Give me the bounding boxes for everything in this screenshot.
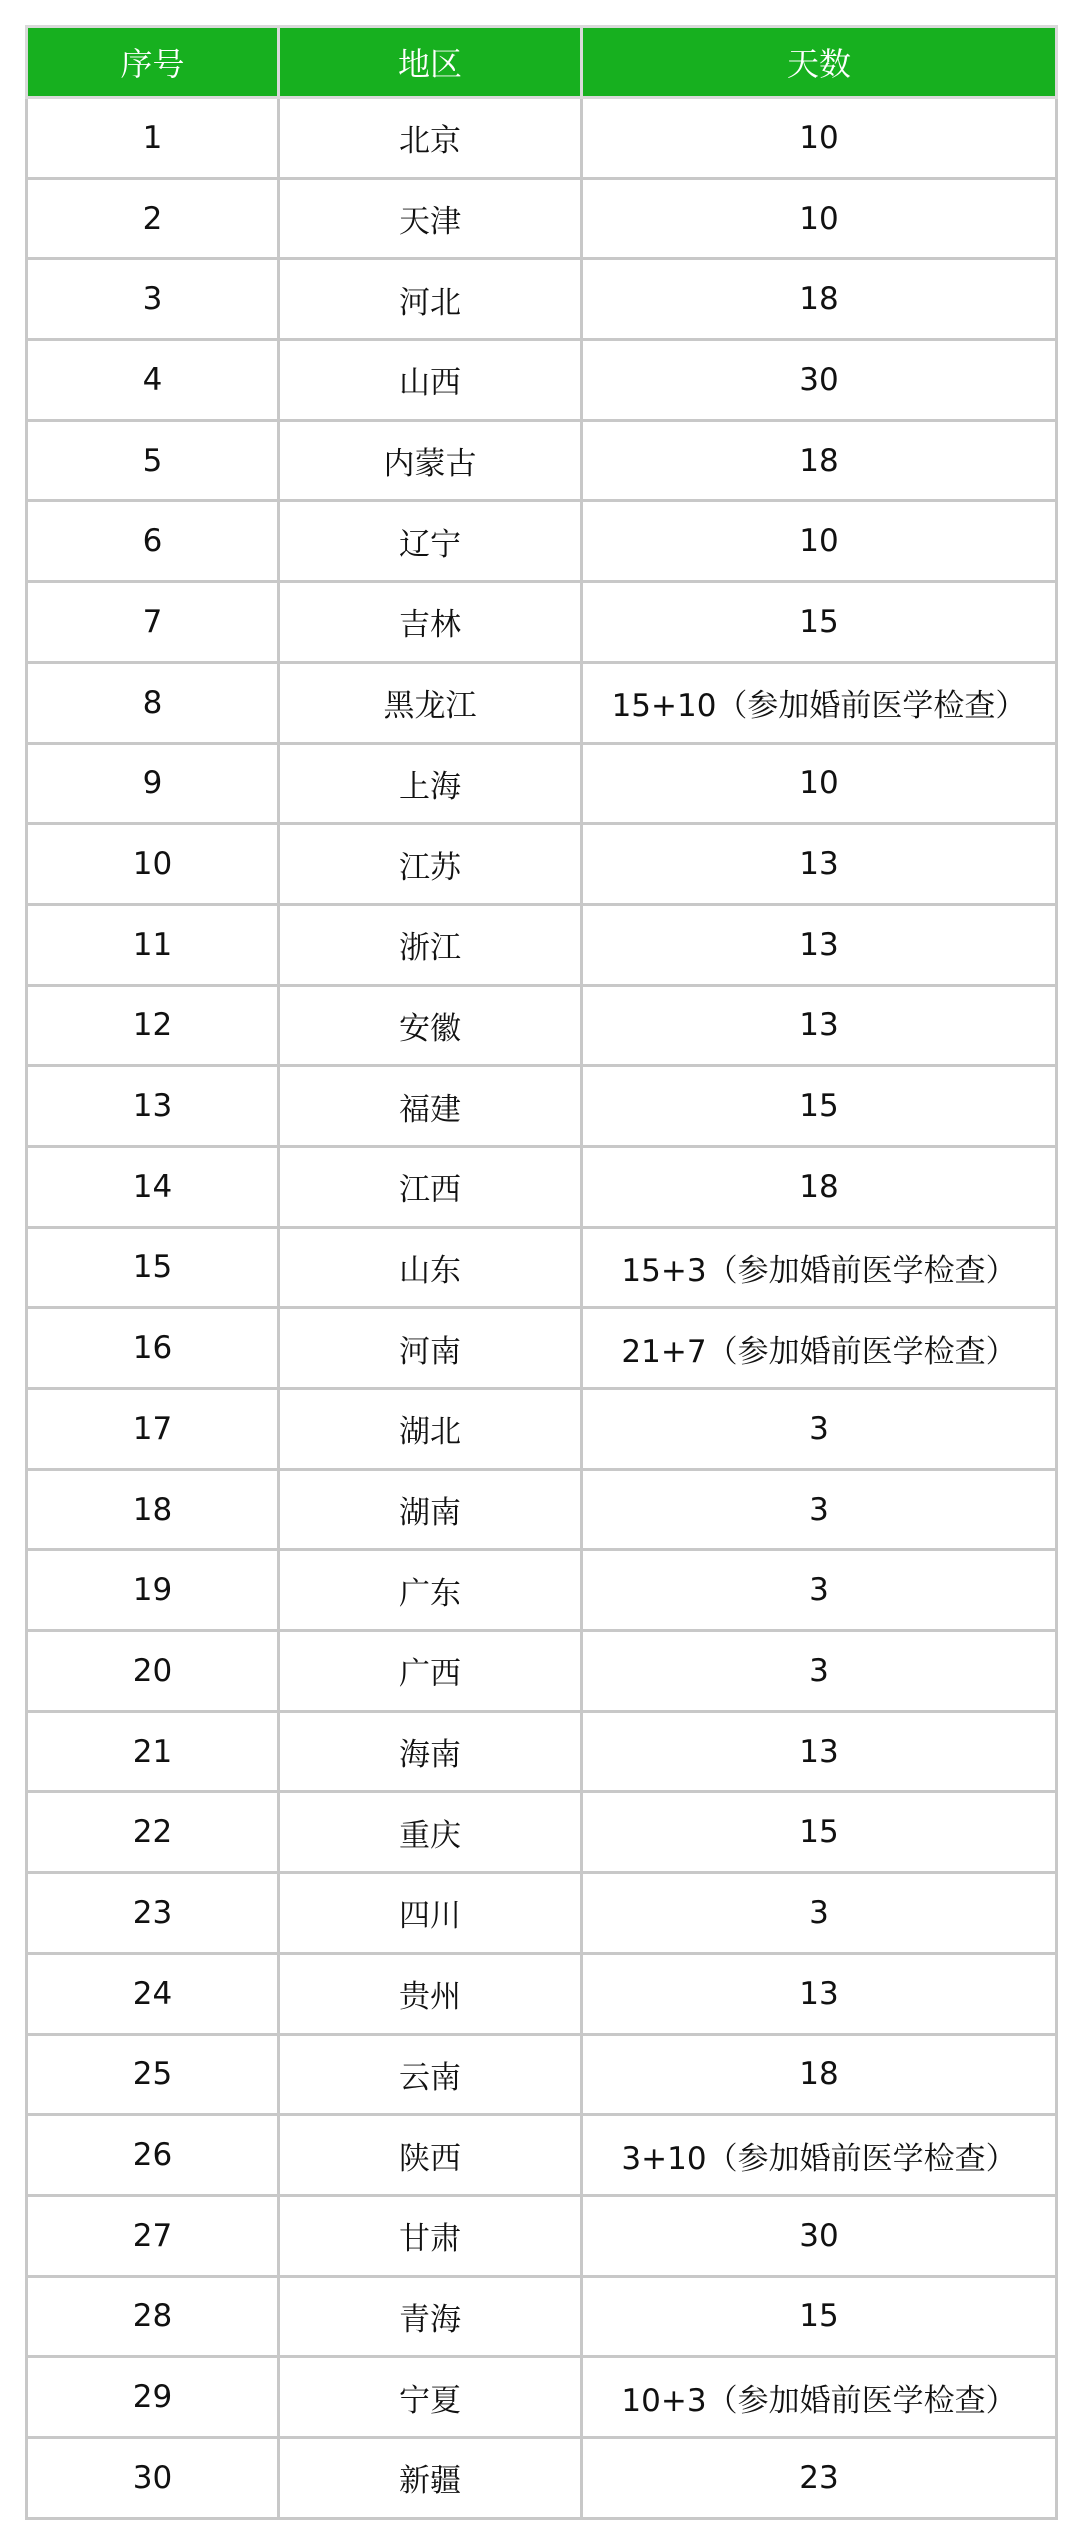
cell-index: 3 bbox=[27, 259, 279, 340]
cell-days: 30 bbox=[582, 2195, 1057, 2276]
cell-days: 18 bbox=[582, 420, 1057, 501]
cell-region: 四川 bbox=[279, 1873, 582, 1954]
cell-days: 13 bbox=[582, 985, 1057, 1066]
cell-index: 18 bbox=[27, 1469, 279, 1550]
cell-region: 浙江 bbox=[279, 904, 582, 985]
cell-region: 甘肃 bbox=[279, 2195, 582, 2276]
cell-days: 10+3（参加婚前医学检查） bbox=[582, 2357, 1057, 2438]
table-row bbox=[27, 1792, 1057, 1873]
cell-index: 23 bbox=[27, 1873, 279, 1954]
cell-days: 18 bbox=[582, 1146, 1057, 1227]
cell-region: 山东 bbox=[279, 1227, 582, 1308]
cell-days: 15 bbox=[582, 1066, 1057, 1147]
cell-days: 10 bbox=[582, 178, 1057, 259]
cell-days: 23 bbox=[582, 2437, 1057, 2518]
table-header bbox=[27, 27, 1057, 98]
cell-region: 河北 bbox=[279, 259, 582, 340]
cell-days: 18 bbox=[582, 259, 1057, 340]
cell-days: 13 bbox=[582, 824, 1057, 905]
cell-days: 3 bbox=[582, 1873, 1057, 1954]
cell-region: 山西 bbox=[279, 340, 582, 421]
header-region: 地区 bbox=[279, 27, 582, 98]
cell-index: 5 bbox=[27, 420, 279, 501]
cell-days: 15+3（参加婚前医学检查） bbox=[582, 1227, 1057, 1308]
marriage-leave-table bbox=[25, 25, 1058, 2520]
cell-index: 2 bbox=[27, 178, 279, 259]
cell-region: 湖北 bbox=[279, 1389, 582, 1470]
cell-index: 30 bbox=[27, 2437, 279, 2518]
cell-days: 15 bbox=[582, 582, 1057, 663]
table-body bbox=[27, 98, 1057, 2519]
table-row bbox=[27, 98, 1057, 179]
cell-days: 10 bbox=[582, 743, 1057, 824]
cell-days: 15 bbox=[582, 2276, 1057, 2357]
cell-index: 12 bbox=[27, 985, 279, 1066]
table-row bbox=[27, 1066, 1057, 1147]
table-row bbox=[27, 662, 1057, 743]
cell-index: 7 bbox=[27, 582, 279, 663]
cell-region: 宁夏 bbox=[279, 2357, 582, 2438]
cell-region: 天津 bbox=[279, 178, 582, 259]
cell-days: 13 bbox=[582, 904, 1057, 985]
cell-index: 19 bbox=[27, 1550, 279, 1631]
table-row bbox=[27, 501, 1057, 582]
table-row bbox=[27, 2195, 1057, 2276]
cell-days: 18 bbox=[582, 2034, 1057, 2115]
cell-days: 30 bbox=[582, 340, 1057, 421]
cell-region: 贵州 bbox=[279, 1953, 582, 2034]
cell-index: 21 bbox=[27, 1711, 279, 1792]
table-row bbox=[27, 1469, 1057, 1550]
cell-region: 江苏 bbox=[279, 824, 582, 905]
table-row bbox=[27, 904, 1057, 985]
cell-index: 10 bbox=[27, 824, 279, 905]
cell-region: 广东 bbox=[279, 1550, 582, 1631]
cell-region: 云南 bbox=[279, 2034, 582, 2115]
cell-index: 20 bbox=[27, 1631, 279, 1712]
cell-days: 15+10（参加婚前医学检查） bbox=[582, 662, 1057, 743]
table-row bbox=[27, 743, 1057, 824]
table-row bbox=[27, 1953, 1057, 2034]
cell-region: 福建 bbox=[279, 1066, 582, 1147]
cell-index: 11 bbox=[27, 904, 279, 985]
table-row bbox=[27, 824, 1057, 905]
cell-region: 陕西 bbox=[279, 2115, 582, 2196]
cell-index: 13 bbox=[27, 1066, 279, 1147]
cell-region: 青海 bbox=[279, 2276, 582, 2357]
table-row bbox=[27, 178, 1057, 259]
cell-region: 吉林 bbox=[279, 582, 582, 663]
cell-region: 江西 bbox=[279, 1146, 582, 1227]
cell-region: 广西 bbox=[279, 1631, 582, 1712]
cell-index: 17 bbox=[27, 1389, 279, 1470]
cell-index: 28 bbox=[27, 2276, 279, 2357]
cell-index: 8 bbox=[27, 662, 279, 743]
table-row bbox=[27, 1227, 1057, 1308]
cell-region: 新疆 bbox=[279, 2437, 582, 2518]
table-row bbox=[27, 2357, 1057, 2438]
cell-region: 辽宁 bbox=[279, 501, 582, 582]
cell-index: 1 bbox=[27, 98, 279, 179]
cell-days: 21+7（参加婚前医学检查） bbox=[582, 1308, 1057, 1389]
cell-days: 13 bbox=[582, 1711, 1057, 1792]
table-row bbox=[27, 1550, 1057, 1631]
table-row bbox=[27, 1308, 1057, 1389]
table-row bbox=[27, 1873, 1057, 1954]
table-row bbox=[27, 582, 1057, 663]
cell-region: 黑龙江 bbox=[279, 662, 582, 743]
cell-index: 9 bbox=[27, 743, 279, 824]
cell-days: 3+10（参加婚前医学检查） bbox=[582, 2115, 1057, 2196]
header-row bbox=[27, 27, 1057, 98]
table-row bbox=[27, 2034, 1057, 2115]
cell-region: 河南 bbox=[279, 1308, 582, 1389]
cell-index: 14 bbox=[27, 1146, 279, 1227]
cell-index: 29 bbox=[27, 2357, 279, 2438]
header-days: 天数 bbox=[582, 27, 1057, 98]
table-row bbox=[27, 340, 1057, 421]
cell-days: 10 bbox=[582, 501, 1057, 582]
cell-days: 10 bbox=[582, 98, 1057, 179]
cell-index: 16 bbox=[27, 1308, 279, 1389]
cell-region: 重庆 bbox=[279, 1792, 582, 1873]
cell-index: 27 bbox=[27, 2195, 279, 2276]
cell-region: 上海 bbox=[279, 743, 582, 824]
cell-days: 3 bbox=[582, 1550, 1057, 1631]
table-row bbox=[27, 2115, 1057, 2196]
cell-region: 海南 bbox=[279, 1711, 582, 1792]
cell-index: 25 bbox=[27, 2034, 279, 2115]
table-row bbox=[27, 985, 1057, 1066]
table-row bbox=[27, 1631, 1057, 1712]
cell-days: 13 bbox=[582, 1953, 1057, 2034]
header-index: 序号 bbox=[27, 27, 279, 98]
table-row bbox=[27, 259, 1057, 340]
cell-index: 4 bbox=[27, 340, 279, 421]
cell-index: 24 bbox=[27, 1953, 279, 2034]
table-row bbox=[27, 1146, 1057, 1227]
table-row bbox=[27, 1389, 1057, 1470]
marriage-leave-table-container bbox=[25, 25, 1055, 2520]
table-row bbox=[27, 2437, 1057, 2518]
cell-region: 湖南 bbox=[279, 1469, 582, 1550]
cell-index: 15 bbox=[27, 1227, 279, 1308]
cell-index: 6 bbox=[27, 501, 279, 582]
table-row bbox=[27, 420, 1057, 501]
cell-days: 15 bbox=[582, 1792, 1057, 1873]
table-row bbox=[27, 1711, 1057, 1792]
cell-days: 3 bbox=[582, 1389, 1057, 1470]
table-row bbox=[27, 2276, 1057, 2357]
cell-days: 3 bbox=[582, 1469, 1057, 1550]
cell-region: 北京 bbox=[279, 98, 582, 179]
cell-days: 3 bbox=[582, 1631, 1057, 1712]
cell-region: 内蒙古 bbox=[279, 420, 582, 501]
cell-index: 22 bbox=[27, 1792, 279, 1873]
cell-region: 安徽 bbox=[279, 985, 582, 1066]
cell-index: 26 bbox=[27, 2115, 279, 2196]
